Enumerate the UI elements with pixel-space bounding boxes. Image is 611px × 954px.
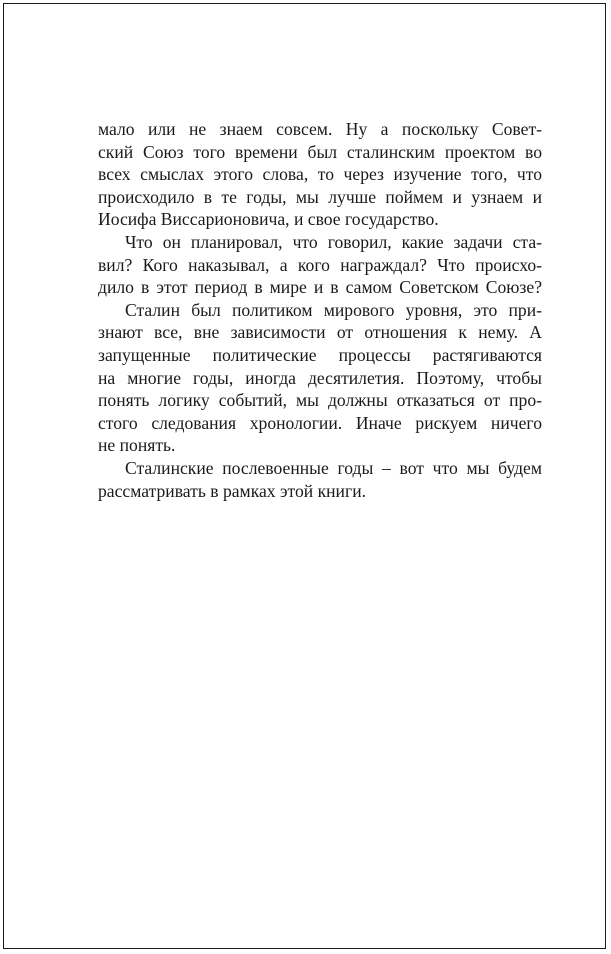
text-line: ский Союз того времени был сталинским проектом во: [98, 141, 542, 162]
text-line: Сталинские послевоенные годы – вот что мы будем: [125, 457, 542, 478]
text-line: мало или не знаем совсем. Ну а поскольку Совет-: [98, 119, 542, 139]
text-line: всех смыслах этого слова, то через изучение того, что: [98, 164, 542, 185]
text-line: Что он планировал, что говорил, какие задачи ста-: [125, 231, 542, 252]
text-line: Сталин был политиком мирового уровня, это при-: [125, 299, 542, 320]
text-line: Иосифа Виссарионовича, и свое государство.: [98, 209, 439, 230]
text-line: происходило в те годы, мы лучше поймем и узнаем и: [98, 186, 542, 207]
text-line: запущенные политические процессы растягиваются: [98, 344, 542, 365]
body-text: [98, 118, 542, 502]
text-line: на многие годы, иногда десятилетия. Поэтому, чтобы: [98, 367, 542, 388]
text-line: знают все, вне зависимости от отношения к нему. А: [98, 322, 542, 343]
text-line: понять логику событий, мы должны отказаться от про-: [98, 390, 542, 411]
text-line: не понять.: [98, 435, 176, 456]
text-line: рассматривать в рамках этой книги.: [98, 480, 367, 501]
text-line: стого следования хронологии. Иначе рискуем ничего: [98, 412, 542, 433]
text-line: вил? Кого наказывал, а кого награждал? Что происхо-: [98, 254, 542, 275]
text-line: дило в этот период в мире и в самом Советском Союзе?: [98, 277, 542, 298]
